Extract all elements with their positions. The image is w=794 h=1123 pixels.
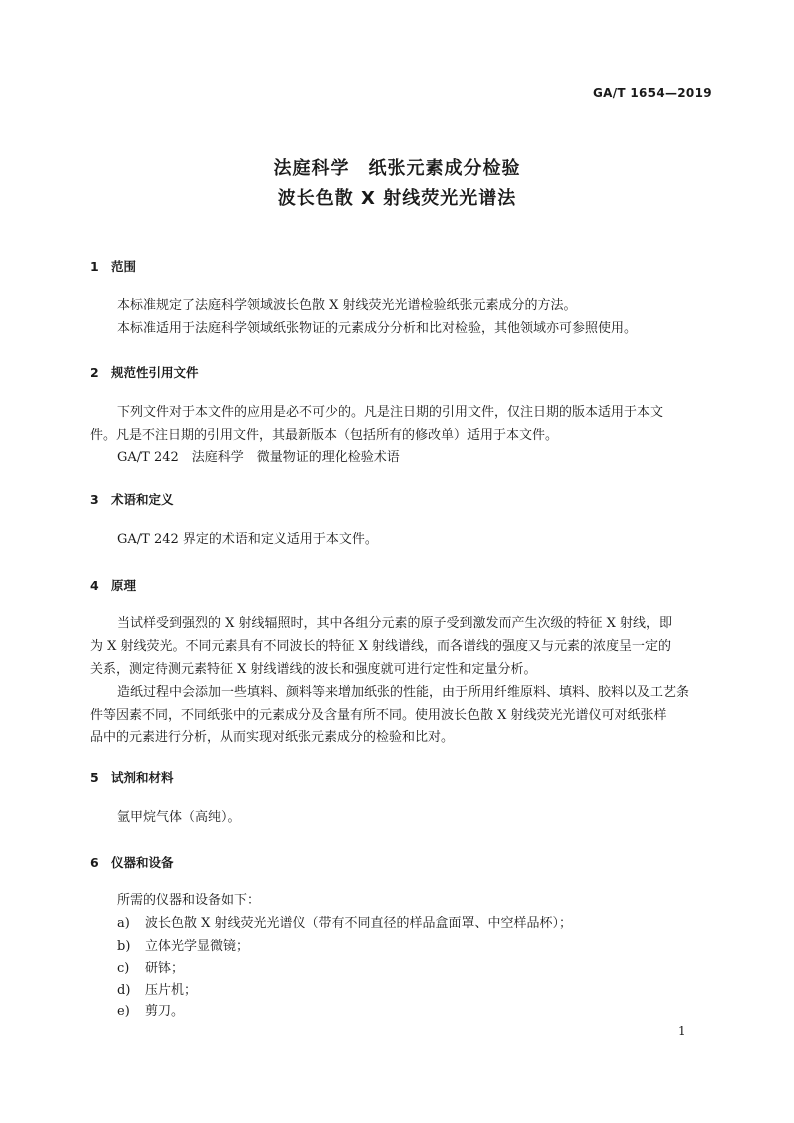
section-heading-1 <box>90 257 136 275</box>
paragraph: 件。凡是不注日期的引用文件，其最新版本（包括所有的修改单）适用于本文件。 <box>90 428 559 443</box>
paragraph: 氩甲烷气体（高纯）。 <box>117 810 241 825</box>
list-item <box>117 957 184 980</box>
paragraph: 本标准适用于法庭科学领域纸张物证的元素成分分析和比对检验，其他领域亦可参照使用。 <box>117 321 638 336</box>
section-heading-3 <box>90 490 174 508</box>
section-title: 术语和定义 <box>111 492 174 507</box>
section-title: 原理 <box>111 578 137 593</box>
list-item-label: a) <box>117 916 130 931</box>
list-item <box>117 935 249 958</box>
section-title: 仪器和设备 <box>111 855 174 870</box>
list-item-text: 波长色散 X 射线荧光光谱仪（带有不同直径的样品盒面罩、中空样品杯）； <box>145 916 573 931</box>
document-title-line-2: 波长色散 X 射线荧光光谱法 <box>277 188 517 209</box>
list-item-text: 研钵； <box>145 961 185 976</box>
normative-reference: GA/T 242 法庭科学 微量物证的理化检验术语 <box>117 450 400 465</box>
paragraph: 为 X 射线荧光。不同元素具有不同波长的特征 X 射线谱线，而各谱线的强度又与元素的浓度呈一定的 <box>90 639 672 654</box>
paragraph: 件等因素不同，不同纸张中的元素成分及含量有所不同。使用波长色散 X 射线荧光光谱仪可对纸张样 <box>90 708 667 723</box>
paragraph: 当试样受到强烈的 X 射线辐照时，其中各组分元素的原子受到激发而产生次级的特征 X 射线，即 <box>117 616 673 631</box>
list-item-label: d) <box>117 983 131 998</box>
section-title: 试剂和材料 <box>111 770 174 785</box>
list-item-label: b) <box>117 939 131 954</box>
paragraph: 品中的元素进行分析，从而实现对纸张元素成分的检验和比对。 <box>90 730 455 745</box>
document-title-line-1: 法庭科学 纸张元素成分检验 <box>273 158 521 179</box>
section-heading-5 <box>90 768 174 786</box>
paragraph: 本标准规定了法庭科学领域波长色散 X 射线荧光光谱检验纸张元素成分的方法。 <box>117 298 577 313</box>
page-number: 1 <box>678 1024 686 1038</box>
list-item-text: 压片机； <box>145 983 198 998</box>
section-number: 4 <box>90 578 99 593</box>
section-number: 6 <box>90 855 99 870</box>
list-item <box>117 1000 184 1023</box>
paragraph: 所需的仪器和设备如下： <box>117 893 261 908</box>
section-number: 3 <box>90 492 99 507</box>
list-item-label: e) <box>117 1004 130 1019</box>
paragraph: 关系，测定待测元素特征 X 射线谱线的波长和强度就可进行定性和定量分析。 <box>90 662 537 677</box>
section-title: 范围 <box>111 259 137 274</box>
list-item-text: 立体光学显微镜； <box>145 939 250 954</box>
section-heading-6 <box>90 853 174 871</box>
section-heading-2 <box>90 363 199 381</box>
paragraph: 下列文件对于本文件的应用是必不可少的。凡是注日期的引用文件，仅注日期的版本适用于本文 <box>117 405 664 420</box>
section-number: 2 <box>90 365 99 380</box>
list-item <box>117 912 572 935</box>
section-number: 5 <box>90 770 99 785</box>
paragraph: GA/T 242 界定的术语和定义适用于本文件。 <box>117 532 378 547</box>
standard-code: GA/T 1654—2019 <box>593 86 712 100</box>
list-item-label: c) <box>117 961 130 976</box>
section-heading-4 <box>90 576 136 594</box>
list-item-text: 剪刀。 <box>145 1004 185 1019</box>
section-title: 规范性引用文件 <box>111 365 199 380</box>
list-item <box>117 979 197 1002</box>
paragraph: 造纸过程中会添加一些填料、颜料等来增加纸张的性能，由于所用纤维原料、填料、胶料以及工艺条 <box>117 685 690 700</box>
section-number: 1 <box>90 259 99 274</box>
